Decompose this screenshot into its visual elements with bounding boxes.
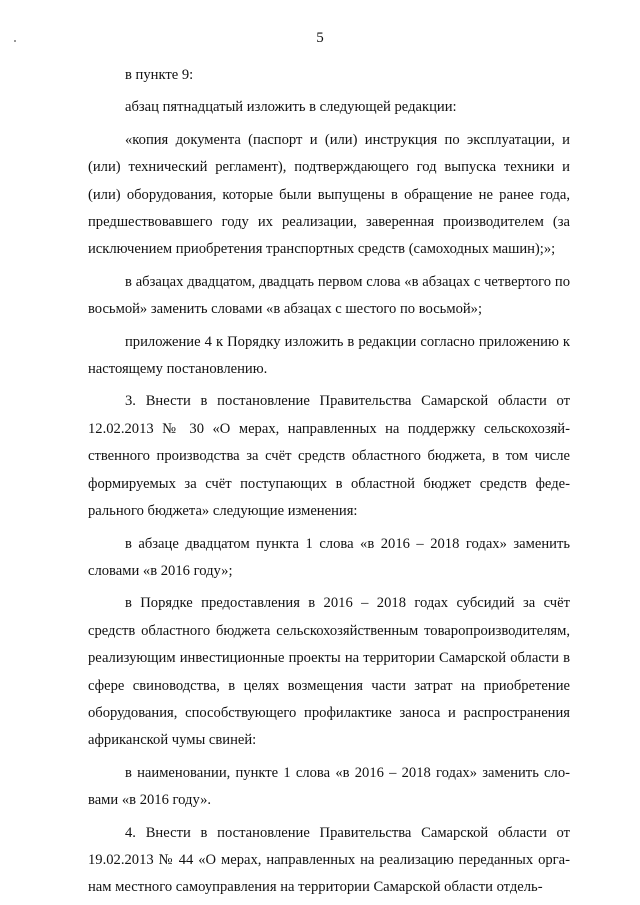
paragraph-5: приложение 4 к Порядку изложить в редакции согласно приложению к настоящему постановлению. [88,333,570,378]
page-number: 5 [316,30,324,46]
paragraph-10: 4. Внести в постановление Правительства Самарской области от 19.02.2013 № 44 «О мерах, направленных на реализацию переданных органам местного самоуправления на территории Самарской области отдель- [88,824,570,896]
paragraph-3: «копия документа (паспорт и (или) инструкция по эксплуатации, и (или) технический регламент), подтверждающего год выпуска техники и (или) оборудования, которые были выпущены в обращение не ранее года, предшествовавшего году их реализации, заверенная производителем (за исключением приобретения транспортных средств (самоходных машин);»; [88,131,570,258]
paragraph-4: в абзацах двадцатом, двадцать первом слова «в абзацах с четвертого по восьмой» заменить словами «в абзацах с шестого по восьмой»; [88,273,570,318]
paragraph-1: в пункте 9: [125,67,194,83]
paragraph-2: абзац пятнадцатый изложить в следующей редакции: [125,99,457,116]
paragraph-9: в наименовании, пункте 1 слова «в 2016 – 2018 годах» заменить словами «в 2016 году». [88,764,570,809]
document-body [88,62,570,902]
paragraph-8: в Порядке предоставления в 2016 – 2018 годах субсидий за счёт средств областного бюджета сельскохозяйственным товаропроизводителям, реализующим инвестиционные проекты на территории Самарской области в сфере свиноводства, в целях возмещения части затрат на приобретение оборудования, способствующего профилактике заноса и распространения африканской чумы свиней: [88,595,570,749]
paragraph-7: в абзаце двадцатом пункта 1 слова «в 2016 – 2018 годах» заменить словами «в 2016 году»; [88,535,570,579]
paragraph-6: 3. Внести в постановление Правительства Самарской области от 12.02.2013 № 30 «О мерах, направленных на поддержку сельскохозяйственного производства за счёт средств областного бюджета, в том числе формируемых за счёт поступающих в областной бюджет средств федерального бюджета» следующие изменения: [88,393,570,520]
